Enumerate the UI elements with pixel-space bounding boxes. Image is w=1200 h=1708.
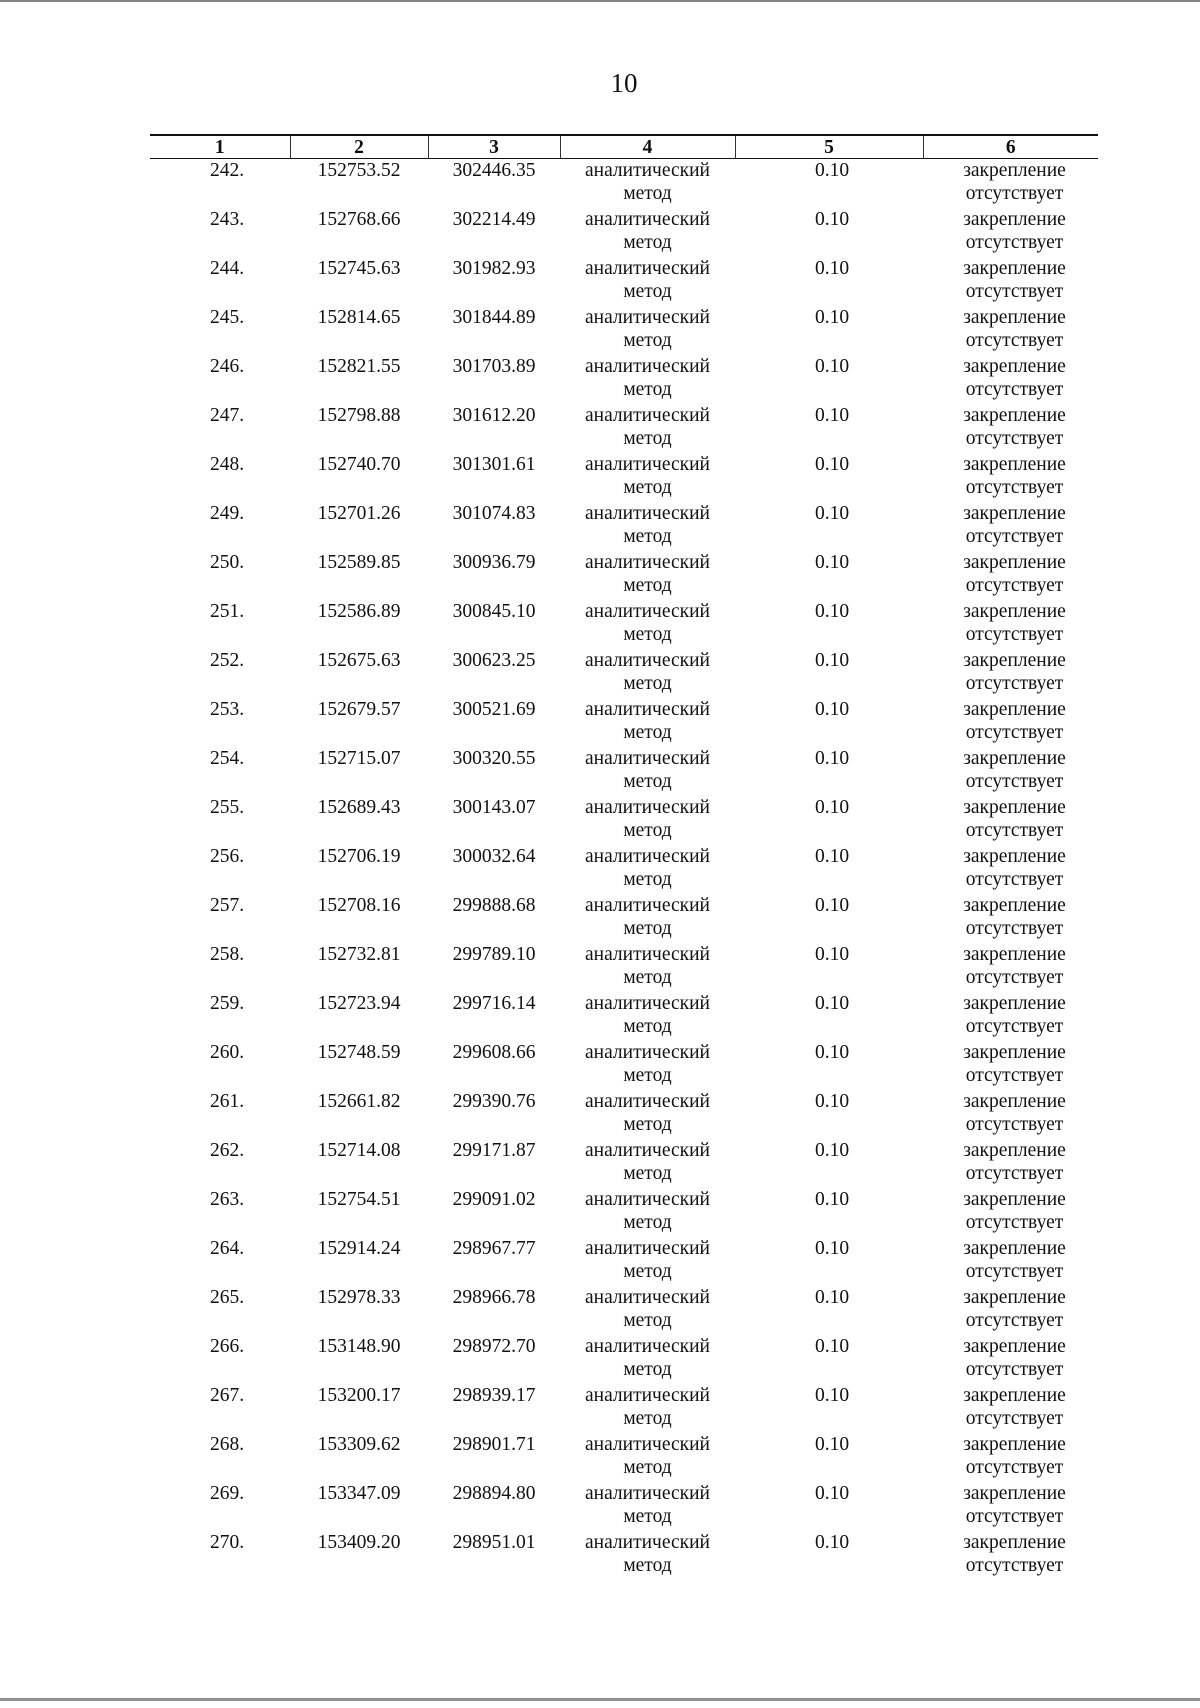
coord-x-cell: 152798.88 [317,404,401,426]
coord-y-cell: 300845.10 [452,600,536,622]
coord-x-cell: 152706.19 [317,845,401,867]
method-cell: аналитический метод [585,845,710,890]
accuracy-cell: 0.10 [814,1433,850,1455]
table-row [150,649,1098,698]
table-row [150,943,1098,992]
method-cell: аналитический метод [585,306,710,351]
coord-x-cell: 152745.63 [317,257,401,279]
coord-y-cell: 301703.89 [452,355,536,377]
status-cell: закрепление отсутствует [963,551,1066,596]
scan-edge-top [0,0,1200,2]
status-cell: закрепление отсутствует [963,1041,1066,1086]
accuracy-cell: 0.10 [814,845,850,867]
accuracy-cell: 0.10 [814,502,850,524]
coord-x-cell: 152715.07 [317,747,401,769]
coord-y-cell: 298939.17 [452,1384,536,1406]
point-number-cell: 243. [209,208,245,230]
point-number-cell: 257. [209,894,245,916]
status-cell: закрепление отсутствует [963,600,1066,645]
status-cell: закрепление отсутствует [963,160,1066,204]
point-number-cell: 268. [209,1433,245,1455]
page-number: 10 [610,68,638,98]
method-cell: аналитический метод [585,796,710,841]
point-number-cell: 254. [209,747,245,769]
coord-x-cell: 152914.24 [317,1237,401,1259]
table-row [150,1139,1098,1188]
point-number-cell: 269. [209,1482,245,1504]
point-number-cell: 263. [209,1188,245,1210]
method-cell: аналитический метод [585,992,710,1037]
header-col-1: 1 [150,135,290,159]
method-cell: аналитический метод [585,404,710,449]
accuracy-cell: 0.10 [814,992,850,1014]
table-row [150,1531,1098,1580]
method-cell: аналитический метод [585,1237,710,1282]
point-number-cell: 255. [209,796,245,818]
coord-x-cell: 152589.85 [317,551,401,573]
coord-x-cell: 152675.63 [317,649,401,671]
point-number-cell: 252. [209,649,245,671]
coord-y-cell: 298966.78 [452,1286,536,1308]
table-header [150,135,1098,159]
coord-x-cell: 153148.90 [317,1335,401,1357]
coord-y-cell: 299888.68 [452,894,536,916]
coord-y-cell: 299091.02 [452,1188,536,1210]
coord-y-cell: 298894.80 [452,1482,536,1504]
method-cell: аналитический метод [585,943,710,988]
header-col-4: 4 [560,135,735,159]
accuracy-cell: 0.10 [814,1041,850,1063]
coordinates-table [150,134,1098,1580]
status-cell: закрепление отсутствует [963,306,1066,351]
table-row [150,502,1098,551]
method-cell: аналитический метод [585,355,710,400]
table-row [150,796,1098,845]
method-cell: аналитический метод [585,160,710,204]
coord-x-cell: 152768.66 [317,208,401,230]
coord-y-cell: 300936.79 [452,551,536,573]
coord-x-cell: 152732.81 [317,943,401,965]
point-number-cell: 251. [209,600,245,622]
coord-x-cell: 152821.55 [317,355,401,377]
method-cell: аналитический метод [585,894,710,939]
table-row [150,698,1098,747]
coord-x-cell: 152754.51 [317,1188,401,1210]
method-cell: аналитический метод [585,1482,710,1527]
coord-y-cell: 301612.20 [452,404,536,426]
method-cell: аналитический метод [585,747,710,792]
header-col-2: 2 [290,135,428,159]
table-row [150,1433,1098,1482]
accuracy-cell: 0.10 [814,208,850,230]
table-row [150,355,1098,404]
method-cell: аналитический метод [585,1531,710,1576]
table-row [150,257,1098,306]
method-cell: аналитический метод [585,1139,710,1184]
point-number-cell: 265. [209,1286,245,1308]
table-row [150,1237,1098,1286]
status-cell: закрепление отсутствует [963,257,1066,302]
accuracy-cell: 0.10 [814,698,850,720]
coord-x-cell: 152814.65 [317,306,401,328]
method-cell: аналитический метод [585,257,710,302]
coord-y-cell: 302446.35 [452,160,536,181]
point-number-cell: 259. [209,992,245,1014]
method-cell: аналитический метод [585,453,710,498]
coord-y-cell: 300320.55 [452,747,536,769]
coord-x-cell: 152748.59 [317,1041,401,1063]
accuracy-cell: 0.10 [814,1090,850,1112]
coord-y-cell: 299390.76 [452,1090,536,1112]
status-cell: закрепление отсутствует [963,1482,1066,1527]
status-cell: закрепление отсутствует [963,992,1066,1037]
table-row [150,159,1098,208]
accuracy-cell: 0.10 [814,1384,850,1406]
point-number-cell: 256. [209,845,245,867]
status-cell: закрепление отсутствует [963,845,1066,890]
status-cell: закрепление отсутствует [963,943,1066,988]
table-row [150,894,1098,943]
accuracy-cell: 0.10 [814,1139,850,1161]
table-body [150,159,1098,1580]
method-cell: аналитический метод [585,1384,710,1429]
accuracy-cell: 0.10 [814,306,850,328]
point-number-cell: 245. [209,306,245,328]
method-cell: аналитический метод [585,502,710,547]
table-row [150,1188,1098,1237]
method-cell: аналитический метод [585,208,710,253]
point-number-cell: 258. [209,943,245,965]
status-cell: закрепление отсутствует [963,796,1066,841]
point-number-cell: 249. [209,502,245,524]
point-number-cell: 266. [209,1335,245,1357]
point-number-cell: 262. [209,1139,245,1161]
coord-y-cell: 300623.25 [452,649,536,671]
status-cell: закрепление отсутствует [963,1433,1066,1478]
coord-y-cell: 300032.64 [452,845,536,867]
accuracy-cell: 0.10 [814,894,850,916]
status-cell: закрепление отсутствует [963,1531,1066,1576]
method-cell: аналитический метод [585,551,710,596]
accuracy-cell: 0.10 [814,747,850,769]
status-cell: закрепление отсутствует [963,1090,1066,1135]
table-row [150,1090,1098,1139]
coord-y-cell: 299789.10 [452,943,536,965]
coord-y-cell: 300521.69 [452,698,536,720]
point-number-cell: 267. [209,1384,245,1406]
coord-y-cell: 298967.77 [452,1237,536,1259]
point-number-cell: 247. [209,404,245,426]
status-cell: закрепление отсутствует [963,355,1066,400]
point-number-cell: 248. [209,453,245,475]
coord-x-cell: 152586.89 [317,600,401,622]
accuracy-cell: 0.10 [814,257,850,279]
table-row [150,306,1098,355]
header-col-3: 3 [428,135,560,159]
status-cell: закрепление отсутствует [963,649,1066,694]
coord-x-cell: 152701.26 [317,502,401,524]
accuracy-cell: 0.10 [814,649,850,671]
coord-y-cell: 298951.01 [452,1531,536,1553]
method-cell: аналитический метод [585,1041,710,1086]
point-number-cell: 260. [209,1041,245,1063]
status-cell: закрепление отсутствует [963,1139,1066,1184]
accuracy-cell: 0.10 [814,1237,850,1259]
status-cell: закрепление отсутствует [963,1384,1066,1429]
accuracy-cell: 0.10 [814,1335,850,1357]
accuracy-cell: 0.10 [814,943,850,965]
accuracy-cell: 0.10 [814,1188,850,1210]
status-cell: закрепление отсутствует [963,1188,1066,1233]
accuracy-cell: 0.10 [814,796,850,818]
coord-y-cell: 299716.14 [452,992,536,1014]
coord-x-cell: 152978.33 [317,1286,401,1308]
coord-x-cell: 152723.94 [317,992,401,1014]
point-number-cell: 246. [209,355,245,377]
table-row [150,1384,1098,1433]
accuracy-cell: 0.10 [814,1482,850,1504]
method-cell: аналитический метод [585,649,710,694]
accuracy-cell: 0.10 [814,600,850,622]
accuracy-cell: 0.10 [814,404,850,426]
method-cell: аналитический метод [585,1188,710,1233]
coord-y-cell: 302214.49 [452,208,536,230]
point-number-cell: 261. [209,1090,245,1112]
coord-x-cell: 153409.20 [317,1531,401,1553]
point-number-cell: 242. [209,160,245,181]
coord-x-cell: 153309.62 [317,1433,401,1455]
status-cell: закрепление отсутствует [963,747,1066,792]
coordinates-table-grid [150,134,1098,1580]
coord-y-cell: 301982.93 [452,257,536,279]
method-cell: аналитический метод [585,1335,710,1380]
accuracy-cell: 0.10 [814,160,850,181]
point-number-cell: 264. [209,1237,245,1259]
table-row [150,404,1098,453]
coord-x-cell: 152753.52 [317,160,401,181]
status-cell: закрепление отсутствует [963,208,1066,253]
table-row [150,1286,1098,1335]
method-cell: аналитический метод [585,698,710,743]
status-cell: закрепление отсутствует [963,1286,1066,1331]
coord-x-cell: 152708.16 [317,894,401,916]
coord-y-cell: 298972.70 [452,1335,536,1357]
coord-y-cell: 301844.89 [452,306,536,328]
status-cell: закрепление отсутствует [963,1335,1066,1380]
method-cell: аналитический метод [585,1433,710,1478]
accuracy-cell: 0.10 [814,1531,850,1553]
accuracy-cell: 0.10 [814,355,850,377]
table-header-row [150,135,1098,159]
table-row [150,600,1098,649]
coord-y-cell: 298901.71 [452,1433,536,1455]
table-row [150,208,1098,257]
coord-x-cell: 152714.08 [317,1139,401,1161]
status-cell: закрепление отсутствует [963,1237,1066,1282]
point-number-cell: 270. [209,1531,245,1553]
table-row [150,551,1098,600]
coord-y-cell: 299171.87 [452,1139,536,1161]
coord-y-cell: 301301.61 [452,453,536,475]
point-number-cell: 244. [209,257,245,279]
table-row [150,453,1098,502]
table-row [150,1041,1098,1090]
method-cell: аналитический метод [585,1286,710,1331]
status-cell: закрепление отсутствует [963,502,1066,547]
accuracy-cell: 0.10 [814,453,850,475]
coord-y-cell: 299608.66 [452,1041,536,1063]
coord-x-cell: 153347.09 [317,1482,401,1504]
status-cell: закрепление отсутствует [963,894,1066,939]
method-cell: аналитический метод [585,600,710,645]
accuracy-cell: 0.10 [814,551,850,573]
header-col-5: 5 [735,135,923,159]
header-col-6: 6 [923,135,1098,159]
status-cell: закрепление отсутствует [963,453,1066,498]
status-cell: закрепление отсутствует [963,698,1066,743]
coord-x-cell: 153200.17 [317,1384,401,1406]
method-cell: аналитический метод [585,1090,710,1135]
table-row [150,1482,1098,1531]
table-row [150,1335,1098,1384]
coord-y-cell: 301074.83 [452,502,536,524]
scan-edge-bottom [0,1698,1200,1701]
table-row [150,992,1098,1041]
table-row [150,845,1098,894]
coord-x-cell: 152679.57 [317,698,401,720]
status-cell: закрепление отсутствует [963,404,1066,449]
coord-x-cell: 152661.82 [317,1090,401,1112]
coord-y-cell: 300143.07 [452,796,536,818]
point-number-cell: 253. [209,698,245,720]
coord-x-cell: 152740.70 [317,453,401,475]
accuracy-cell: 0.10 [814,1286,850,1308]
coord-x-cell: 152689.43 [317,796,401,818]
point-number-cell: 250. [209,551,245,573]
table-row [150,747,1098,796]
